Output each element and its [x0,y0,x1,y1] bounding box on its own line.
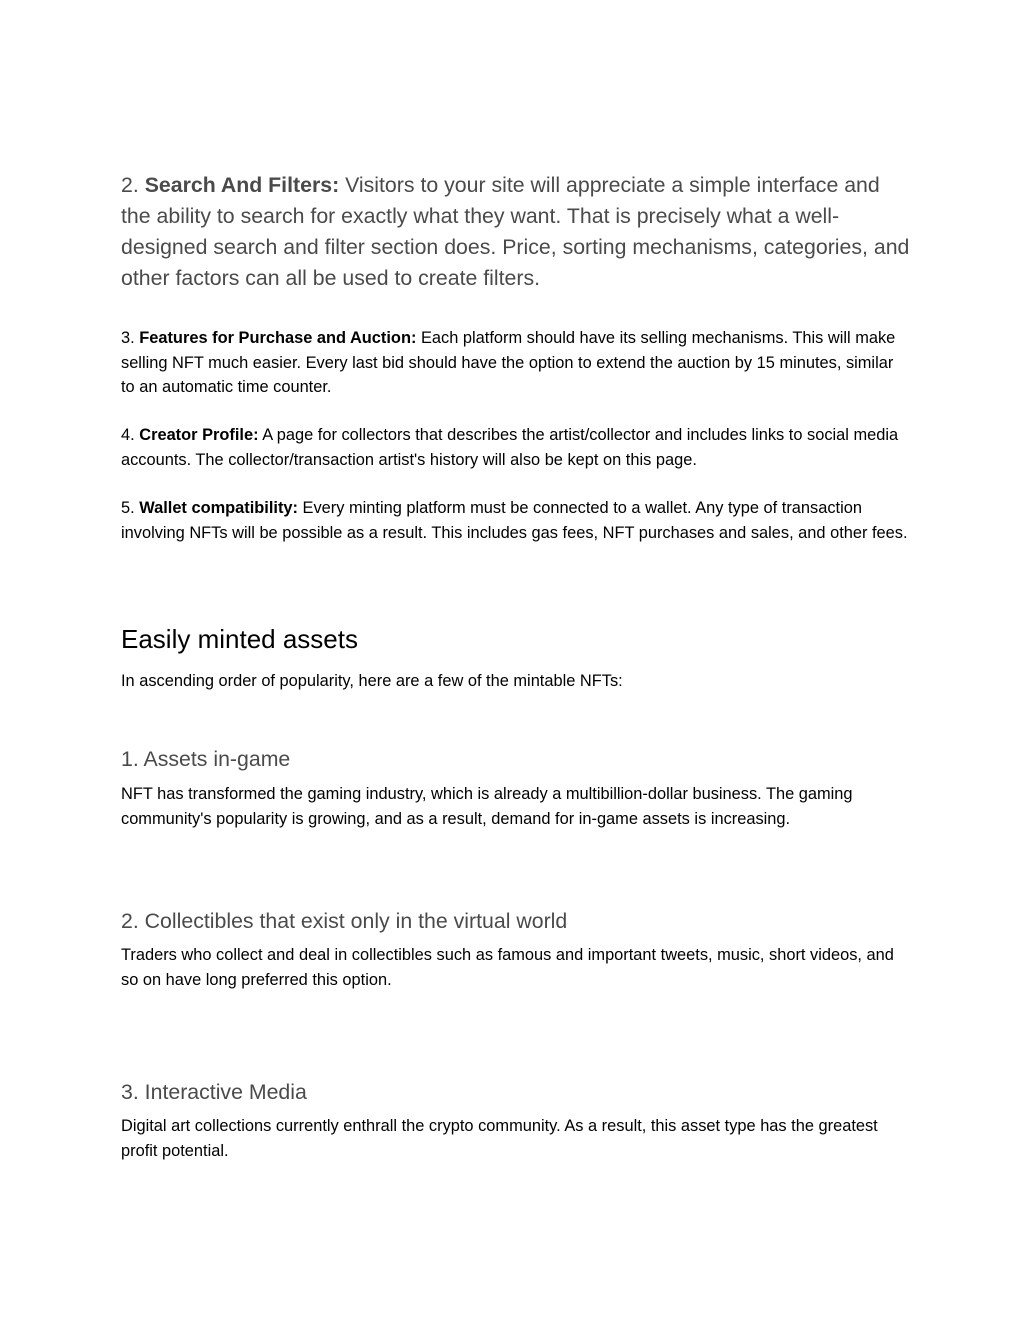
asset-heading-collectibles: 2. Collectibles that exist only in the virtual world [121,909,568,933]
item-number: 5. [121,499,140,517]
feature-item-creator-profile [121,423,911,472]
item-text: Each platform should have its selling mechanisms. This will make selling NFT much easier. Every last bid should have the option to extend the auction by 15 minutes, similar to an automatic time counter. [121,329,896,396]
asset-heading-in-game: 1. Assets in-game [121,747,291,771]
section-intro: In ascending order of popularity, here are a few of the mintable NFTs: [121,672,623,690]
asset-heading-interactive-media: 3. Interactive Media [121,1080,307,1104]
item-label: Search And Filters: [144,173,340,197]
feature-item-purchase-auction [121,326,911,400]
feature-item-wallet-compatibility [121,496,911,545]
item-text: Every minting platform must be connected to a wallet. Any type of transaction involving NFTs will be possible as a result. This includes gas fees, NFT purchases and sales, and other fees. [121,499,908,542]
asset-text-collectibles: Traders who collect and deal in collectibles such as famous and important tweets, music, short videos, and so on have long preferred this option. [121,946,894,989]
section-heading: Easily minted assets [121,624,358,654]
item-text: Visitors to your site will appreciate a simple interface and the ability to search for exactly what they want. That is precisely what a well-designed search and filter section does. Price, sorting mechanisms, categories, and other factors can all be used to create filters. [121,173,910,290]
item-text: A page for collectors that describes the artist/collector and includes links to social media accounts. The collector/transaction artist's history will also be kept on this page. [121,426,899,469]
item-number: 3. [121,329,140,347]
item-label: Creator Profile: [139,426,259,444]
item-number: 2. [121,173,145,197]
search-filters-item [121,170,911,294]
item-number: 4. [121,426,140,444]
item-label: Features for Purchase and Auction: [139,329,417,347]
asset-text-interactive-media: Digital art collections currently enthrall the crypto community. As a result, this asset type has the greatest profit potential. [121,1117,878,1160]
asset-text-in-game: NFT has transformed the gaming industry, which is already a multibillion-dollar business. The gaming community's popularity is growing, and as a result, demand for in-game assets is increasing. [121,785,853,828]
item-label: Wallet compatibility: [139,499,298,517]
